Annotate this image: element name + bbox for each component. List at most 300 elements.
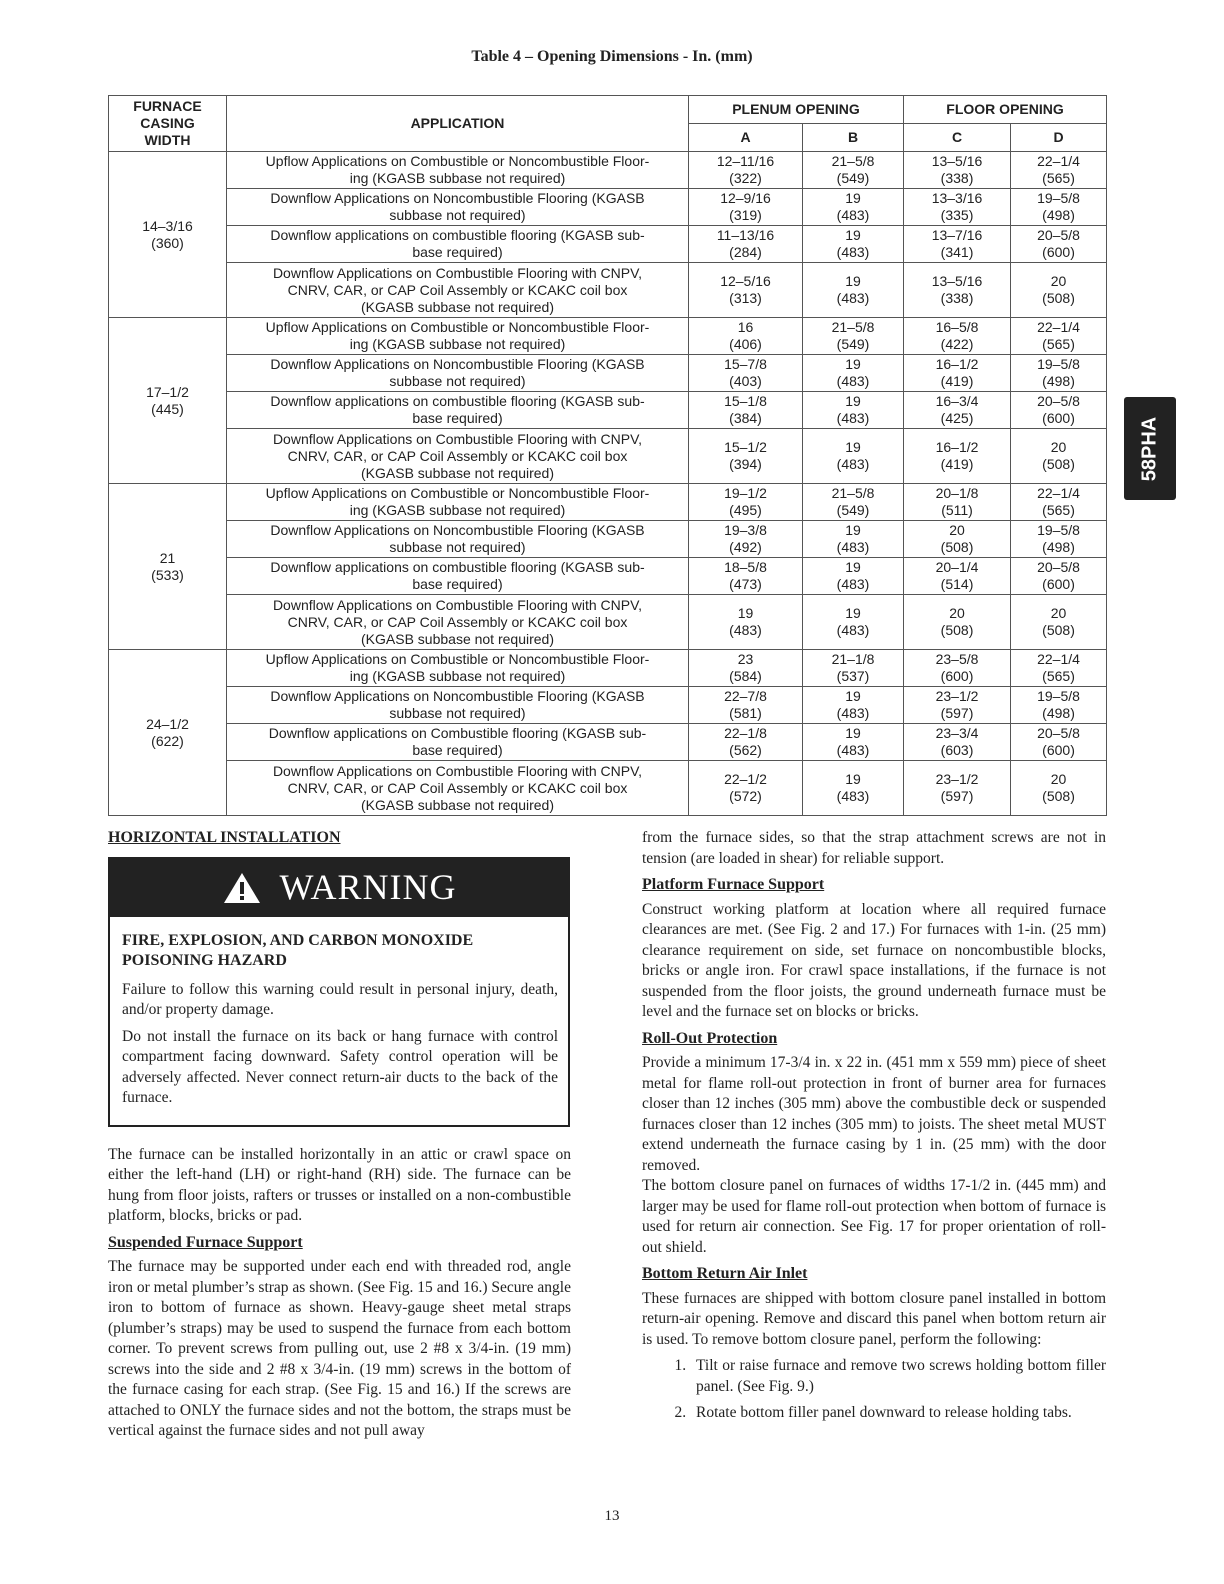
dimension-c-cell-line: (341) [940,244,974,260]
application-cell-line: (KGASB subbase not required) [361,630,554,647]
dimension-d-cell-line: (565) [1042,668,1075,684]
dimension-d-cell-line: (498) [1042,539,1075,555]
page-number: 13 [604,1508,620,1524]
right-column [642,828,1106,1430]
dimension-d-cell [1011,595,1107,650]
dimension-c-cell-line: (335) [940,207,974,223]
casing-width-cell [109,318,227,484]
dimension-c-cell [904,189,1011,226]
platform-support-text: Construct working platform at location where all required furnace clearances are met. (See Fig. 2 and 17.) For furnaces with 1-in. (25 mm) clearance requirement on side, set furnace on noncombustible blocks, bricks or angle iron. For crawl space installations, if the furnace is not suspended from the floor joists, the ground underneath furnace must be level and the furnace set on blocks or bricks. [642,900,1106,1020]
dimension-a-cell-line: (403) [729,373,762,389]
warning-box [108,857,570,1127]
table-body [109,152,1107,816]
dimension-d-cell-line: (498) [1042,705,1075,721]
warning-text-2: Do not install the furnace on its back or hang furnace with control compartment facing downward. Safety control operation will be adversely affected. Never connect return-air ducts to the back of the furnace. [122,1027,558,1106]
dimension-b-cell [803,724,904,761]
dimension-a-cell-line: (313) [729,290,762,306]
application-cell [227,152,689,189]
casing-width-cell-line: 24–1/2 [146,715,189,732]
application-cell-line: Downflow applications on combustible flooring (KGASB sub- [270,559,645,575]
dimension-b-cell-line: (483) [836,705,870,721]
application-cell-line: (KGASB subbase not required) [361,464,554,481]
dimension-b-cell [803,152,904,189]
dimension-b-cell-line: (483) [836,456,870,472]
application-cell-line: Downflow Applications on Combustible Flooring with CNPV, [272,596,643,613]
application-cell-line: CNRV, CAR, or CAP Coil Assembly or KCAKC coil box [287,613,628,630]
dimension-b-cell-line: (483) [836,788,870,804]
dimension-b-cell [803,521,904,558]
dimension-b-cell [803,595,904,650]
dimension-d-cell [1011,521,1107,558]
application-cell [227,484,689,521]
dimension-d-cell-line: 19–5/8 [1037,522,1080,538]
dimension-c-cell [904,558,1011,595]
dimension-a-cell-line: (572) [729,788,762,804]
casing-width-cell-line: (622) [151,732,184,749]
header-application: APPLICATION [227,96,689,152]
application-cell-line: Downflow Applications on Combustible Flooring with CNPV, [272,430,643,447]
table-row [109,355,1107,392]
bottom-return-heading: Bottom Return Air Inlet [642,1265,808,1282]
application-cell [227,724,689,761]
dimension-b-cell-line: 21–5/8 [831,153,875,169]
application-cell-line: CNRV, CAR, or CAP Coil Assembly or KCAKC coil box [287,779,628,796]
dimension-a-cell-line: 16 [737,319,754,335]
application-cell-line: subbase not required) [389,207,526,223]
dimension-c-cell-line: 20–1/4 [935,559,979,575]
dimension-d-cell [1011,429,1107,484]
dimension-a-cell [689,355,803,392]
dimension-a-cell [689,226,803,263]
dimension-d-cell-line: 20 [1050,273,1067,289]
dimension-a-cell-line: 19–3/8 [724,522,767,538]
dimension-a-cell-line: 22–1/2 [724,771,767,787]
dimension-b-cell-line: 19 [845,771,861,787]
dimension-c-cell-line: (514) [940,576,974,592]
dimension-c-cell [904,392,1011,429]
dimension-b-cell-line: 21–1/8 [831,651,875,667]
dimension-c-cell-line: (425) [940,410,974,426]
application-cell [227,318,689,355]
dimension-a-cell-line: (406) [729,336,762,352]
left-column [108,828,571,1448]
table-row [109,650,1107,687]
dimension-a-cell-line: 23 [737,651,754,667]
application-cell [227,521,689,558]
dimension-a-cell-line: 18–5/8 [724,559,767,575]
dimension-c-cell-line: 16–3/4 [935,393,979,409]
dimension-d-cell [1011,724,1107,761]
dimension-b-cell-line: 19 [845,522,861,538]
horizontal-installation-heading: HORIZONTAL INSTALLATION [108,829,341,846]
dimension-b-cell-line: (483) [836,539,870,555]
application-cell-line: Upflow Applications on Combustible or Noncombustible Floor- [265,319,650,335]
dimension-d-cell [1011,226,1107,263]
dimension-b-cell-line: 19 [845,393,861,409]
casing-width-cell-line: (533) [151,566,184,583]
warning-bar [110,859,568,917]
dimension-c-cell-line: (508) [940,622,974,638]
dimension-b-cell [803,429,904,484]
casing-width-cell [109,484,227,650]
dimension-a-cell-line: (322) [729,170,762,186]
rollout-text-2: The bottom closure panel on furnaces of widths 17-1/2 in. (445 mm) and larger may be used for flame roll-out protection when bottom of furnace is used for return air connection. See Fig. 17 for proper orientation of roll-out shield. [642,1177,1106,1256]
dimension-a-cell-line: 12–11/16 [716,153,775,169]
dimension-d-cell [1011,263,1107,318]
dimension-c-cell-line: 13–7/16 [931,227,983,243]
dimension-d-cell-line: 22–1/4 [1037,485,1080,501]
table-row [109,521,1107,558]
casing-width-cell-line: 21 [159,549,176,566]
dimension-d-cell [1011,318,1107,355]
application-cell-line: Downflow applications on Combustible flooring (KGASB sub- [268,725,647,741]
dimension-d-cell-line: 20 [1050,439,1067,455]
dimension-d-cell-line: 20–5/8 [1037,559,1080,575]
dimension-c-cell-line: 13–5/16 [931,153,983,169]
dimension-a-cell [689,650,803,687]
casing-width-cell-line: (360) [151,234,184,251]
dimension-c-cell [904,650,1011,687]
dimension-b-cell-line: (483) [836,207,870,223]
dimension-b-cell-line: (549) [836,336,870,352]
header-col-c: C [904,124,1011,152]
model-side-tab: 58PHA [1124,397,1176,500]
dimension-d-cell [1011,189,1107,226]
dimension-c-cell [904,318,1011,355]
dimension-d-cell-line: (600) [1042,410,1075,426]
application-cell-line: Downflow Applications on Combustible Flooring with CNPV, [272,762,643,779]
removal-steps [642,1356,1106,1424]
dimension-d-cell [1011,761,1107,816]
dimension-d-cell-line: (498) [1042,207,1075,223]
dimension-a-cell [689,392,803,429]
dimension-d-cell [1011,650,1107,687]
dimension-d-cell-line: 22–1/4 [1037,319,1080,335]
dimension-b-cell [803,392,904,429]
application-cell-line: subbase not required) [389,373,526,389]
dimension-a-cell [689,429,803,484]
application-cell [227,263,689,318]
application-cell [227,189,689,226]
application-cell-line: Downflow Applications on Noncombustible Flooring (KGASB [270,356,645,372]
dimension-c-cell [904,595,1011,650]
dimension-d-cell-line: 20–5/8 [1037,725,1080,741]
warning-text-1: Failure to follow this warning could result in personal injury, death, and/or property damage. [122,980,558,1018]
dimension-c-cell-line: 13–5/16 [931,273,983,289]
dimension-b-cell [803,189,904,226]
warning-title: FIRE, EXPLOSION, AND CARBON MONOXIDE POISONING HAZARD [122,931,474,969]
dimension-b-cell [803,355,904,392]
dimension-a-cell-line: (584) [729,668,762,684]
application-cell-line: base required) [412,410,503,426]
dimension-c-cell-line: 16–1/2 [935,439,979,455]
opening-dimensions-table [108,95,1107,816]
dimension-c-cell-line: (600) [940,668,974,684]
table-row [109,189,1107,226]
dimension-a-cell [689,558,803,595]
application-cell-line: Downflow Applications on Noncombustible Flooring (KGASB [270,190,645,206]
table-row [109,318,1107,355]
application-cell-line: Downflow applications on combustible flooring (KGASB sub- [270,227,645,243]
dimension-d-cell-line: 22–1/4 [1037,651,1080,667]
dimension-d-cell-line: (600) [1042,742,1075,758]
application-cell-line: ing (KGASB subbase not required) [349,668,566,684]
header-col-b: B [803,124,904,152]
dimension-b-cell-line: 19 [845,356,861,372]
suspended-support-heading: Suspended Furnace Support [108,1233,303,1251]
dimension-a-cell-line: 15–1/8 [724,393,767,409]
dimension-b-cell-line: (483) [836,290,870,306]
dimension-c-cell-line: 23–1/2 [935,688,979,704]
table-row [109,484,1107,521]
dimension-c-cell-line: 23–3/4 [935,725,979,741]
dimension-a-cell-line: 12–9/16 [720,190,771,206]
warning-triangle-icon [222,871,262,905]
dimension-a-cell [689,318,803,355]
dimension-c-cell [904,152,1011,189]
dimension-c-cell-line: (511) [941,502,973,518]
application-cell-line: Downflow Applications on Combustible Flooring with CNPV, [272,264,643,281]
table-row [109,429,1107,484]
table-caption: Table 4 – Opening Dimensions - In. (mm) [471,48,753,65]
dimension-b-cell [803,687,904,724]
application-cell-line: subbase not required) [389,705,526,721]
dimension-a-cell-line: (394) [729,456,762,472]
dimension-c-cell-line: 20 [949,522,965,538]
dimension-c-cell-line: (419) [940,456,974,472]
application-cell [227,558,689,595]
casing-width-cell [109,152,227,318]
application-cell-line: CNRV, CAR, or CAP Coil Assembly or KCAKC coil box [287,281,628,298]
dimension-b-cell-line: (483) [836,410,870,426]
casing-width-cell [109,650,227,816]
dimension-c-cell [904,429,1011,484]
dimension-c-cell [904,521,1011,558]
dimension-d-cell-line: (508) [1042,456,1075,472]
dimension-a-cell-line: 15–1/2 [724,439,767,455]
application-cell-line: (KGASB subbase not required) [361,796,554,813]
dimension-b-cell-line: 19 [845,190,861,206]
dimension-a-cell-line: (495) [729,502,762,518]
application-cell-line: Downflow Applications on Noncombustible Flooring (KGASB [270,522,645,538]
dimension-b-cell-line: (483) [836,373,870,389]
dimension-c-cell-line: 20 [949,605,965,621]
header-plenum-opening: PLENUM OPENING [689,96,904,124]
dimension-a-cell-line: (319) [729,207,762,223]
continued-text: from the furnace sides, so that the strap attachment screws are not in tension (are loaded in shear) for reliable support. [642,829,1106,867]
application-cell-line: base required) [412,742,503,758]
dimension-a-cell-line: (284) [729,244,762,260]
dimension-a-cell-line: (483) [729,622,762,638]
dimension-d-cell-line: (600) [1042,244,1075,260]
dimension-d-cell-line: (565) [1042,336,1075,352]
bottom-return-text: These furnaces are shipped with bottom closure panel installed in bottom return-air opening. Remove and discard this panel when bottom return air is used. To remove bottom closure panel, perform the following: [642,1289,1106,1348]
dimension-a-cell [689,521,803,558]
application-cell [227,595,689,650]
header-casing-width: FURNACE CASING WIDTH [109,96,227,152]
dimension-a-cell [689,724,803,761]
dimension-b-cell [803,318,904,355]
casing-width-cell-line: 17–1/2 [146,383,189,400]
application-cell-line: subbase not required) [389,539,526,555]
table-row [109,226,1107,263]
step-item: 1. Tilt or raise furnace and remove two screws holding bottom filler panel. (See Fig. 9.) [690,1356,1106,1397]
dimension-b-cell-line: 21–5/8 [831,485,875,501]
dimension-c-cell-line: (597) [940,705,974,721]
dimension-b-cell [803,650,904,687]
table-row [109,392,1107,429]
dimension-a-cell-line: 22–1/8 [724,725,767,741]
casing-width-cell-line: 14–3/16 [142,217,193,234]
dimension-c-cell-line: 13–3/16 [931,190,983,206]
dimension-c-cell-line: 16–1/2 [935,356,979,372]
dimension-b-cell-line: (549) [836,502,870,518]
dimension-c-cell [904,263,1011,318]
dimension-d-cell-line: 19–5/8 [1037,356,1080,372]
application-cell-line: base required) [412,576,503,592]
dimension-b-cell-line: 21–5/8 [831,319,875,335]
dimension-d-cell-line: (498) [1042,373,1075,389]
application-cell [227,761,689,816]
header-col-a: A [689,124,803,152]
table-row [109,687,1107,724]
dimension-d-cell-line: 20–5/8 [1037,227,1080,243]
application-cell-line: Upflow Applications on Combustible or Noncombustible Floor- [265,153,650,169]
application-cell-line: (KGASB subbase not required) [361,298,554,315]
dimension-a-cell [689,263,803,318]
dimension-d-cell-line: 20 [1050,771,1067,787]
dimension-d-cell-line: (565) [1042,502,1075,518]
dimension-a-cell [689,595,803,650]
dimension-a-cell-line: (492) [729,539,762,555]
dimension-b-cell-line: 19 [845,688,861,704]
rollout-text-1: Provide a minimum 17-3/4 in. x 22 in. (451 mm x 559 mm) piece of sheet metal for flame roll-out protection in front of burner area for furnaces closer than 12 inches (305 mm) above the combustible deck or suspended furnaces closer than 12 inches (305 mm) to joists. The sheet metal MUST extend underneath the furnace casing by 1 in. (25 mm) with the door removed. [642,1054,1106,1174]
application-cell-line: Downflow Applications on Noncombustible Flooring (KGASB [270,688,645,704]
casing-width-cell-line: (445) [151,400,184,417]
dimension-b-cell-line: 19 [845,725,861,741]
suspended-support-text: The furnace may be supported under each end with threaded rod, angle iron or metal plumber’s strap as shown. (See Fig. 15 and 16.) Secure angle iron to bottom of furnace as shown. Heavy-gauge sheet metal straps (plumber’s straps) may be used to suspend the furnace from each bottom corner. To prevent screws from pulling out, use 2 #8 x 3/4-in. (19 mm) screws into the side and 2 #8 x 3/4-in. (19 mm) screws in the bottom of the furnace casing for each strap. (See Fig. 15 and 16.) If the screws are attached to ONLY the furnace sides and not the bottom, the straps must be vertical against the furnace sides and not pull away [108,1258,571,1439]
dimension-c-cell-line: (338) [940,170,974,186]
dimension-b-cell [803,558,904,595]
warning-label: WARNING [279,867,457,908]
dimension-b-cell-line: 19 [845,273,861,289]
dimension-c-cell [904,761,1011,816]
header-floor-opening: FLOOR OPENING [904,96,1107,124]
dimension-c-cell [904,724,1011,761]
dimension-d-cell-line: 20 [1050,605,1067,621]
dimension-c-cell-line: (597) [940,788,974,804]
dimension-c-cell-line: (419) [940,373,974,389]
dimension-b-cell-line: 19 [845,227,861,243]
dimension-a-cell [689,152,803,189]
application-cell-line: Upflow Applications on Combustible or Noncombustible Floor- [265,485,650,501]
step-item: 2. Rotate bottom filler panel downward to release holding tabs. [690,1403,1106,1424]
application-cell-line: ing (KGASB subbase not required) [349,170,566,186]
dimension-c-cell [904,226,1011,263]
dimension-a-cell-line: 19–1/2 [724,485,767,501]
dimension-d-cell [1011,558,1107,595]
dimension-c-cell [904,355,1011,392]
table-row [109,558,1107,595]
dimension-a-cell-line: (581) [729,705,762,721]
dimension-d-cell-line: (508) [1042,290,1075,306]
dimension-d-cell-line: (508) [1042,788,1075,804]
application-cell-line: CNRV, CAR, or CAP Coil Assembly or KCAKC coil box [287,447,628,464]
application-cell-line: base required) [412,244,503,260]
dimension-d-cell [1011,484,1107,521]
application-cell [227,429,689,484]
table-row [109,724,1107,761]
dimension-a-cell-line: (562) [729,742,762,758]
dimension-b-cell [803,484,904,521]
application-cell-line: Downflow applications on combustible flooring (KGASB sub- [270,393,645,409]
header-col-d: D [1011,124,1107,152]
dimension-c-cell-line: (422) [940,336,974,352]
application-cell [227,226,689,263]
dimension-b-cell-line: 19 [845,439,861,455]
application-cell [227,355,689,392]
dimension-d-cell [1011,355,1107,392]
dimension-b-cell [803,263,904,318]
dimension-a-cell-line: 15–7/8 [724,356,767,372]
dimension-d-cell [1011,152,1107,189]
dimension-a-cell [689,484,803,521]
dimension-c-cell-line: (508) [940,539,974,555]
dimension-b-cell-line: (483) [836,622,870,638]
dimension-b-cell-line: (549) [836,170,870,186]
dimension-c-cell [904,484,1011,521]
dimension-d-cell-line: (565) [1042,170,1075,186]
dimension-a-cell-line: 11–13/16 [716,227,775,243]
table-row [109,263,1107,318]
dimension-a-cell [689,189,803,226]
dimension-b-cell [803,226,904,263]
dimension-d-cell-line: 19–5/8 [1037,688,1080,704]
application-cell [227,650,689,687]
dimension-d-cell-line: (508) [1042,622,1075,638]
application-cell-line: ing (KGASB subbase not required) [349,336,566,352]
table-row [109,761,1107,816]
dimension-b-cell-line: 19 [845,559,861,575]
application-cell-line: Upflow Applications on Combustible or Noncombustible Floor- [265,651,650,667]
dimension-a-cell-line: (384) [729,410,762,426]
dimension-c-cell-line: 16–5/8 [935,319,979,335]
dimension-a-cell [689,687,803,724]
dimension-b-cell-line: (483) [836,244,870,260]
dimension-a-cell-line: 19 [737,605,754,621]
dimension-d-cell-line: 22–1/4 [1037,153,1080,169]
dimension-c-cell-line: (338) [940,290,974,306]
dimension-a-cell-line: 12–5/16 [720,273,771,289]
dimension-d-cell-line: 20–5/8 [1037,393,1080,409]
dimension-b-cell-line: (483) [836,576,870,592]
dimension-c-cell [904,687,1011,724]
application-cell-line: ing (KGASB subbase not required) [349,502,566,518]
dimension-a-cell-line: (473) [729,576,762,592]
dimension-a-cell [689,761,803,816]
application-cell [227,392,689,429]
dimension-b-cell-line: 19 [845,605,861,621]
table-row [109,595,1107,650]
horizontal-intro-text: The furnace can be installed horizontally in an attic or crawl space on either the left-hand (LH) or right-hand (RH) side. The furnace can be hung from floor joists, rafters or trusses or installed on a non-combustible platform, blocks, bricks or pad. [108,1145,571,1224]
platform-support-heading: Platform Furnace Support [642,876,825,893]
dimension-d-cell-line: 19–5/8 [1037,190,1080,206]
dimension-c-cell-line: 23–5/8 [935,651,979,667]
rollout-protection-heading: Roll-Out Protection [642,1029,778,1047]
dimension-c-cell-line: (603) [940,742,974,758]
dimension-c-cell-line: 20–1/8 [935,485,979,501]
application-cell [227,687,689,724]
